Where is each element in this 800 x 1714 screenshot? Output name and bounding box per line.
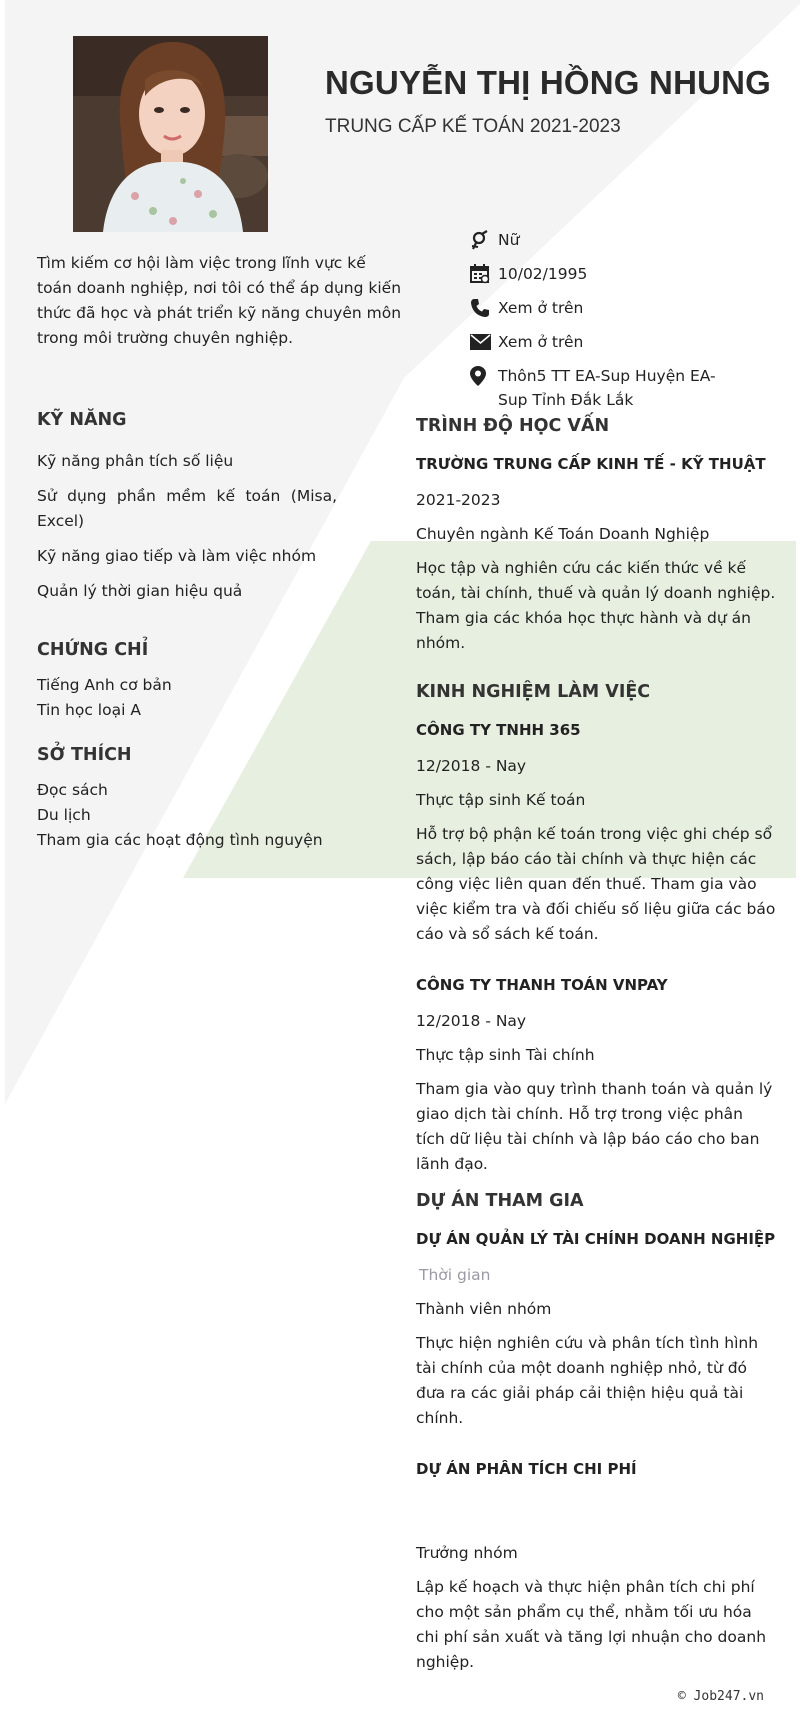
location-pin-icon	[470, 364, 498, 388]
profile-photo	[73, 36, 268, 232]
job-description: Tham gia vào quy trình thanh toán và quản lý giao dịch tài chính. Hỗ trợ trong việc phân tích dữ liệu tài chính và lập báo cáo cho ban lãnh đạo.	[416, 1080, 773, 1173]
candidate-name: NGUYỄN THỊ HỒNG NHUNG	[325, 64, 772, 101]
footer-credit: © Job247.vn	[677, 1689, 764, 1704]
contact-address	[470, 364, 770, 412]
contact-gender	[470, 228, 770, 252]
education-title: TRÌNH ĐỘ HỌC VẤN	[416, 416, 610, 436]
projects-title: DỰ ÁN THAM GIA	[416, 1191, 584, 1211]
gender-icon	[470, 228, 498, 252]
contact-email	[470, 330, 770, 354]
job-description: Hỗ trợ bộ phận kế toán trong việc ghi chép sổ sách, lập báo cáo tài chính và thực hiện các công việc liên quan đến thuế. Tham gia vào việc kiểm tra và đối chiếu số liệu giữa các báo cáo và sổ sách kế toán.	[416, 825, 776, 943]
project-description: Thực hiện nghiên cứu và phân tích tình hình tài chính của một doanh nghiệp nhỏ, từ đó đưa ra các giải pháp cải thiện hiệu quả tài chính.	[416, 1334, 759, 1427]
contact-phone	[470, 296, 770, 320]
skills-title: KỸ NĂNG	[37, 410, 127, 430]
career-objective: Tìm kiếm cơ hội làm việc trong lĩnh vực kế toán doanh nghiệp, nơi tôi có thể áp dụng kiến thức đã học và phát triển kỹ năng chuyên môn trong môi trường chuyên nghiệp.	[37, 254, 402, 347]
project-role: Trưởng nhóm	[416, 1544, 518, 1562]
contact-info	[470, 228, 770, 422]
phone-icon	[470, 296, 498, 320]
certificate-item: Tiếng Anh cơ bản	[37, 676, 172, 694]
education-description: Học tập và nghiên cứu các kiến thức về kế toán, tài chính, thuế và quản lý doanh nghiệp. Tham gia các khóa học thực hành và dự án nhóm.	[416, 559, 776, 652]
skill-item: Kỹ năng phân tích số liệu	[37, 452, 234, 470]
project-time: Thời gian	[419, 1266, 491, 1284]
skill-item: Quản lý thời gian hiệu quả	[37, 582, 243, 600]
hobby-item: Đọc sách	[37, 781, 108, 799]
project-time	[416, 1493, 776, 1517]
job-company: CÔNG TY THANH TOÁN VNPAY	[416, 976, 668, 994]
hobbies-list	[37, 778, 377, 853]
hobby-item: Du lịch	[37, 806, 91, 824]
calendar-icon	[470, 262, 498, 286]
mail-icon	[470, 330, 498, 354]
gender-text: Nữ	[498, 231, 520, 249]
certificates-list	[37, 673, 357, 723]
job-period: 12/2018 - Nay	[416, 1012, 527, 1030]
education-school: TRƯỜNG TRUNG CẤP KINH TẾ - KỸ THUẬT	[416, 455, 766, 473]
hobbies-title: SỞ THÍCH	[37, 745, 132, 765]
education-major: Chuyên ngành Kế Toán Doanh Nghiệp	[416, 525, 710, 543]
experience-title: KINH NGHIỆM LÀM VIỆC	[416, 682, 651, 702]
hobby-item: Tham gia các hoạt động tình nguyện	[37, 831, 323, 849]
job-period: 12/2018 - Nay	[416, 757, 527, 775]
skill-item: Sử dụng phần mềm kế toán (Misa, Excel)	[37, 487, 337, 530]
education-period: 2021-2023	[416, 491, 501, 509]
project-name: DỰ ÁN PHÂN TÍCH CHI PHÍ	[416, 1460, 637, 1478]
certificate-item: Tin học loại A	[37, 701, 141, 719]
project-description: Lập kế hoạch và thực hiện phân tích chi phí cho một sản phẩm cụ thể, nhằm tối ưu hóa chi phí sản xuất và tăng lợi nhuận cho doanh nghiệp.	[416, 1578, 767, 1671]
project-role: Thành viên nhóm	[416, 1300, 552, 1318]
phone-text: Xem ở trên	[498, 299, 584, 317]
right-column	[416, 416, 776, 1685]
birthday-text: 10/02/1995	[498, 265, 588, 283]
contact-birthday	[470, 262, 770, 286]
skills-list	[37, 449, 337, 614]
job-position: Thực tập sinh Tài chính	[416, 1046, 595, 1064]
email-text: Xem ở trên	[498, 333, 584, 351]
project-name: DỰ ÁN QUẢN LÝ TÀI CHÍNH DOANH NGHIỆP	[416, 1230, 776, 1248]
certificates-title: CHỨNG CHỈ	[37, 640, 149, 660]
candidate-title: TRUNG CẤP KẾ TOÁN 2021-2023	[325, 116, 621, 137]
job-position: Thực tập sinh Kế toán	[416, 791, 586, 809]
job-company: CÔNG TY TNHH 365	[416, 721, 581, 739]
skill-item: Kỹ năng giao tiếp và làm việc nhóm	[37, 547, 317, 565]
address-text: Thôn5 TT EA-Sup Huyện EA-Sup Tỉnh Đắk Lắk	[498, 367, 716, 409]
